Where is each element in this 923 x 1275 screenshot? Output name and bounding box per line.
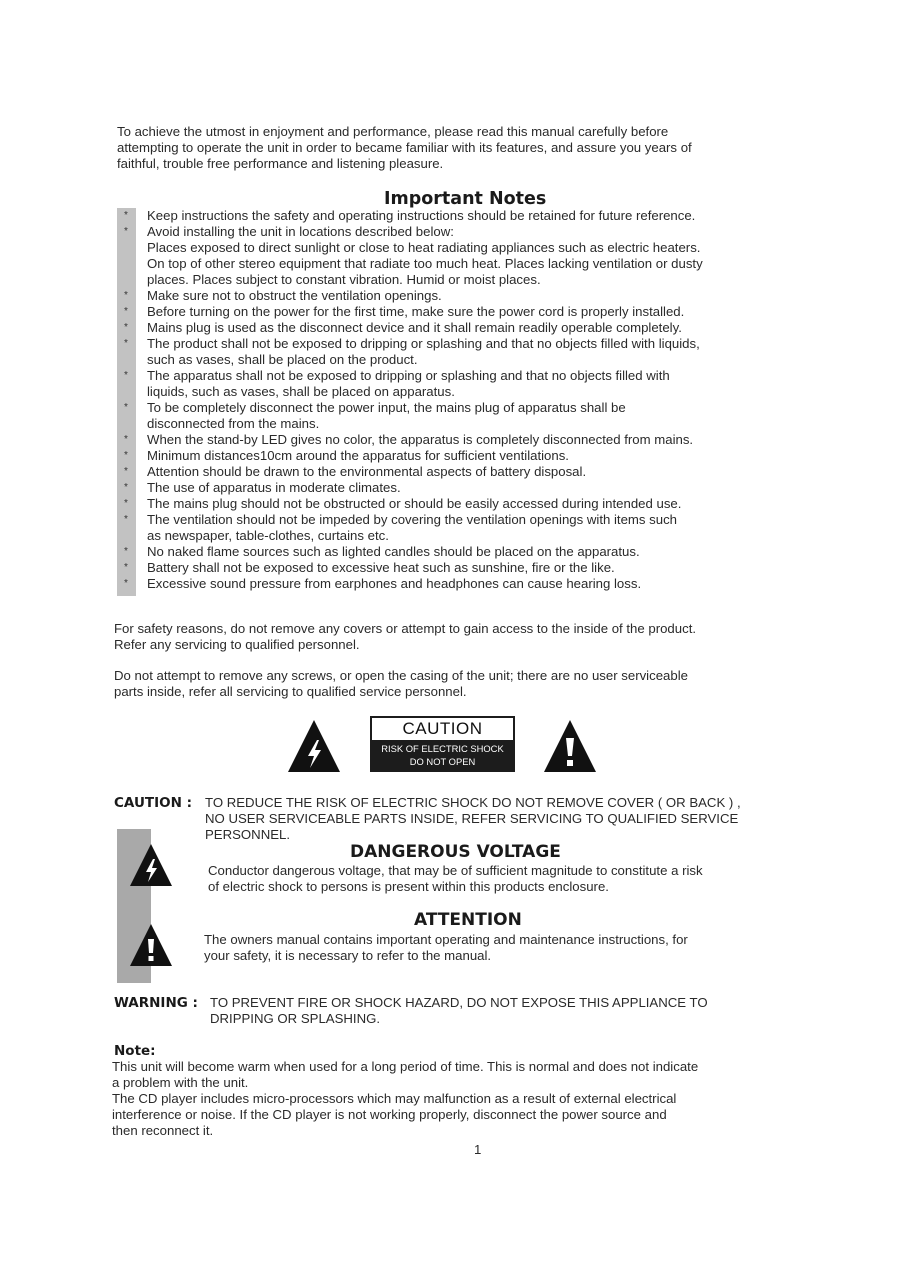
note-item: [117, 480, 817, 496]
exclamation-warning-icon: [128, 922, 174, 968]
intro-line: To achieve the utmost in enjoyment and performance, please read this manual carefully before: [117, 124, 669, 139]
note-item: [117, 400, 817, 432]
note-item: [117, 224, 817, 288]
note-item: [117, 576, 817, 592]
lightning-warning-icon: [286, 718, 342, 774]
intro-line: faithful, trouble free performance and listening pleasure.: [117, 156, 444, 171]
bullet-icon: *: [124, 434, 128, 445]
note-item: [117, 304, 817, 320]
caution-label-line1: RISK OF ELECTRIC SHOCK: [381, 743, 504, 754]
note-item-line: Before turning on the power for the first time, make sure the power cord is properly installed.: [147, 304, 685, 319]
page-number: 1: [474, 1142, 482, 1157]
attention-text: [204, 932, 688, 964]
important-notes-title: Important Notes: [384, 189, 547, 209]
warning-statement-line: DRIPPING OR SPLASHING.: [210, 1011, 381, 1026]
intro-line: attempting to operate the unit in order to became familiar with its features, and assure you years of: [117, 140, 692, 155]
note-item-line: such as vases, shall be placed on the product.: [147, 352, 418, 367]
note-item-line: as newspaper, table-clothes, curtains etc.: [147, 528, 389, 543]
note-item-line: On top of other stereo equipment that radiate too much heat. Places lacking ventilation or dusty: [147, 256, 703, 271]
bullet-icon: *: [124, 338, 128, 349]
warning-statement-text: [210, 995, 708, 1027]
bullet-icon: *: [124, 466, 128, 477]
note-item-line: Excessive sound pressure from earphones and headphones can cause hearing loss.: [147, 576, 642, 591]
caution-statement-label: CAUTION :: [114, 795, 193, 811]
attention-title: ATTENTION: [414, 910, 522, 930]
caution-statement-line: TO REDUCE THE RISK OF ELECTRIC SHOCK DO NOT REMOVE COVER ( OR BACK ) ,: [205, 795, 741, 810]
safety-line: Refer any servicing to qualified personnel.: [114, 637, 360, 652]
note-item: [117, 320, 817, 336]
note-item-line: The use of apparatus in moderate climates.: [147, 480, 401, 495]
bullet-icon: *: [124, 514, 128, 525]
dangerous-voltage-line: of electric shock to persons is present within this products enclosure.: [208, 879, 609, 894]
note-item: [117, 496, 817, 512]
bullet-icon: *: [124, 370, 128, 381]
bullet-icon: *: [124, 482, 128, 493]
note-item: [117, 544, 817, 560]
safety-paragraph: [114, 621, 696, 653]
caution-statement-text: [205, 795, 741, 843]
lightning-warning-icon: [128, 842, 174, 888]
note-item-line: places. Places subject to constant vibration. Humid or moist places.: [147, 272, 541, 287]
note-label: Note:: [114, 1043, 156, 1059]
screws-line: Do not attempt to remove any screws, or open the casing of the unit; there are no user serviceable: [114, 668, 688, 683]
note-item: [117, 208, 817, 224]
caution-label-line2: DO NOT OPEN: [409, 756, 476, 767]
caution-label-title: CAUTION: [372, 718, 513, 740]
note-item-line: The apparatus shall not be exposed to dripping or splashing and that no objects filled with: [147, 368, 670, 383]
note-line: then reconnect it.: [112, 1123, 214, 1138]
bullet-icon: *: [124, 498, 128, 509]
dangerous-voltage-text: [208, 863, 703, 895]
note-item: [117, 512, 817, 544]
warning-statement-label: WARNING :: [114, 995, 198, 1011]
note-item: [117, 336, 817, 368]
intro-paragraph: [117, 124, 692, 172]
note-item-line: Keep instructions the safety and operating instructions should be retained for future reference.: [147, 208, 696, 223]
note-item-line: The mains plug should not be obstructed or should be easily accessed during intended use.: [147, 496, 682, 511]
note-item: [117, 368, 817, 400]
note-item: [117, 448, 817, 464]
note-item-line: The product shall not be exposed to dripping or splashing and that no objects filled with liquids,: [147, 336, 700, 351]
note-item: [117, 560, 817, 576]
note-item-line: Minimum distances10cm around the apparatus for sufficient ventilations.: [147, 448, 569, 463]
note-item-line: To be completely disconnect the power input, the mains plug of apparatus shall be: [147, 400, 626, 415]
warning-statement-line: TO PREVENT FIRE OR SHOCK HAZARD, DO NOT EXPOSE THIS APPLIANCE TO: [210, 995, 708, 1010]
note-line: The CD player includes micro-processors which may malfunction as a result of external electrical: [112, 1091, 677, 1106]
bullet-icon: *: [124, 450, 128, 461]
bullet-icon: *: [124, 226, 128, 237]
bullet-icon: *: [124, 546, 128, 557]
dangerous-voltage-title: DANGEROUS VOLTAGE: [350, 842, 561, 862]
note-item-line: Mains plug is used as the disconnect device and it shall remain readily operable completely.: [147, 320, 682, 335]
bullet-icon: *: [124, 402, 128, 413]
bullet-icon: *: [124, 210, 128, 221]
attention-line: your safety, it is necessary to refer to the manual.: [204, 948, 492, 963]
note-line: a problem with the unit.: [112, 1075, 249, 1090]
bullet-icon: *: [124, 322, 128, 333]
caution-statement-line: PERSONNEL.: [205, 827, 291, 842]
attention-line: The owners manual contains important operating and maintenance instructions, for: [204, 932, 688, 947]
caution-statement-line: NO USER SERVICEABLE PARTS INSIDE, REFER SERVICING TO QUALIFIED SERVICE: [205, 811, 739, 826]
caution-label: [370, 716, 515, 772]
note-item-line: Battery shall not be exposed to excessive heat such as sunshine, fire or the like.: [147, 560, 615, 575]
note-item-line: No naked flame sources such as lighted candles should be placed on the apparatus.: [147, 544, 640, 559]
note-text: [112, 1059, 698, 1139]
note-line: This unit will become warm when used for a long period of time. This is normal and does not indicate: [112, 1059, 699, 1074]
screws-line: parts inside, refer all servicing to qualified service personnel.: [114, 684, 467, 699]
exclamation-warning-icon: [542, 718, 598, 774]
note-item-line: Places exposed to direct sunlight or close to heat radiating appliances such as electric heaters.: [147, 240, 701, 255]
note-item-line: Make sure not to obstruct the ventilation openings.: [147, 288, 442, 303]
dangerous-voltage-line: Conductor dangerous voltage, that may be of sufficient magnitude to constitute a risk: [208, 863, 703, 878]
note-item: [117, 464, 817, 480]
screws-paragraph: [114, 668, 688, 700]
note-item-line: Avoid installing the unit in locations described below:: [147, 224, 454, 239]
bullet-icon: *: [124, 578, 128, 589]
bullet-icon: *: [124, 562, 128, 573]
note-item-line: The ventilation should not be impeded by covering the ventilation openings with items such: [147, 512, 678, 527]
bullet-icon: *: [124, 290, 128, 301]
important-notes-list: [117, 208, 817, 592]
note-item-line: Attention should be drawn to the environmental aspects of battery disposal.: [147, 464, 587, 479]
note-item-line: disconnected from the mains.: [147, 416, 320, 431]
note-item: [117, 288, 817, 304]
note-item-line: When the stand-by LED gives no color, the apparatus is completely disconnected from mains.: [147, 432, 694, 447]
bullet-icon: *: [124, 306, 128, 317]
note-item: [117, 432, 817, 448]
note-item-line: liquids, such as vases, shall be placed on apparatus.: [147, 384, 455, 399]
note-line: interference or noise. If the CD player is not working properly, disconnect the power source and: [112, 1107, 667, 1122]
safety-line: For safety reasons, do not remove any covers or attempt to gain access to the inside of the product.: [114, 621, 697, 636]
